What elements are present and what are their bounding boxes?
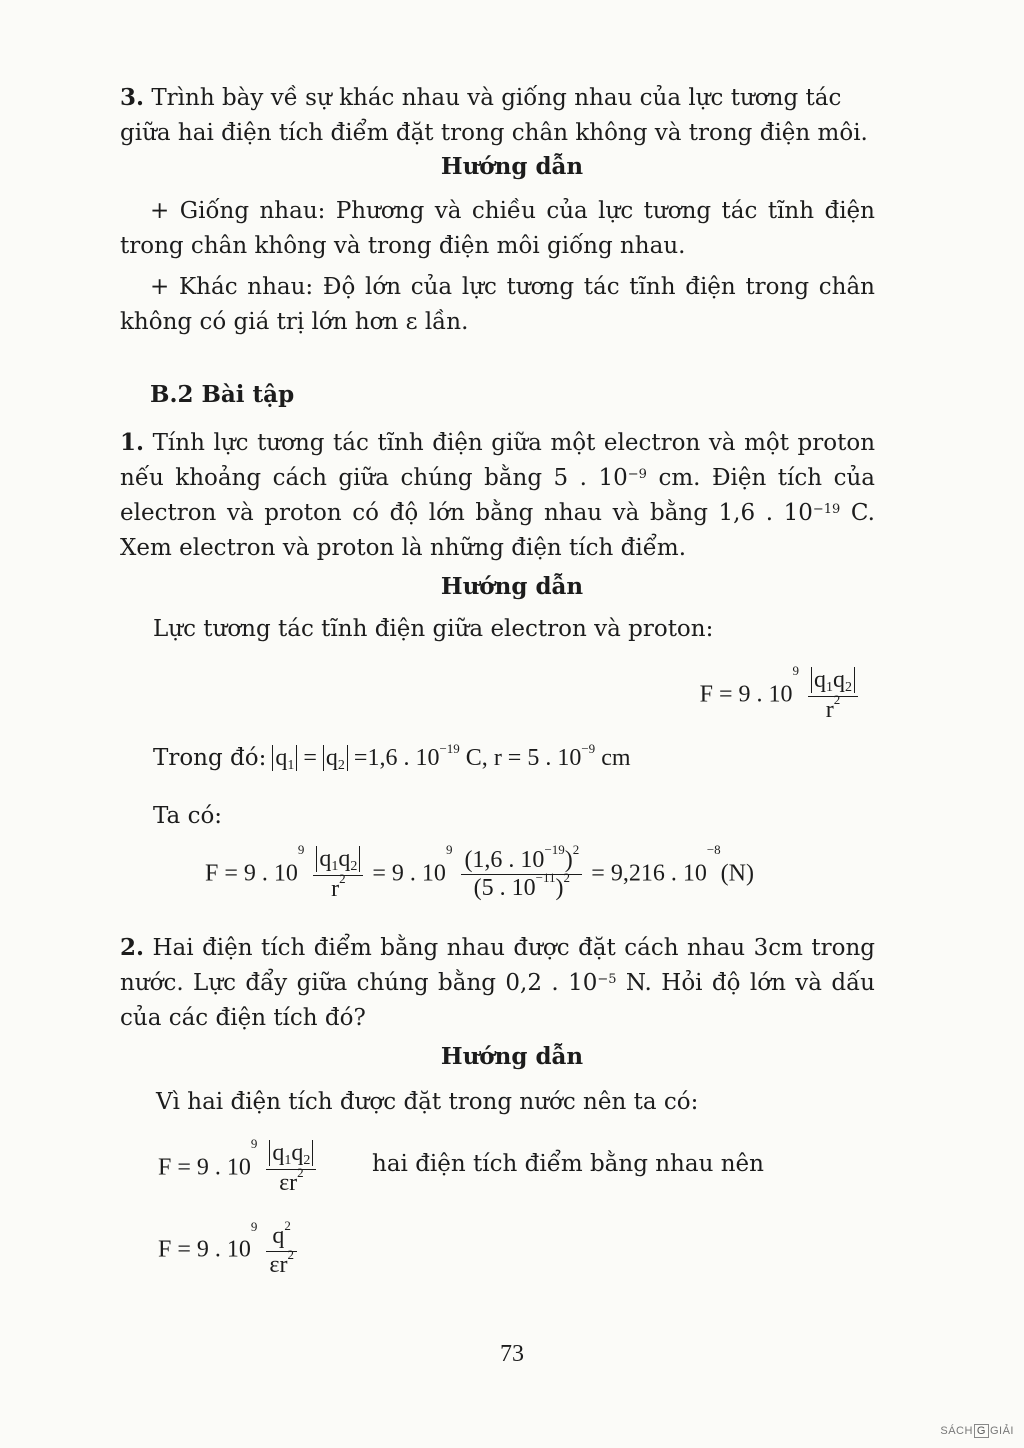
coulomb-formula: F = 9 . $10^9$ $\frac{q_1q_2}{r^2}$ (700, 667, 861, 725)
exercise-1 (120, 425, 875, 566)
page-number: 73 (500, 1341, 524, 1367)
exercise-2 (120, 930, 875, 1036)
exercise-1-label: 1. (120, 429, 145, 456)
coulomb-fraction: $\frac{q_1q_2}{r^2}$ (808, 667, 858, 725)
exercise-1-exp-b: −19 (812, 502, 841, 517)
ex2-side-text: hai điện tích điểm bằng nhau nên (372, 1151, 764, 1177)
exercise-2-exp-a: −5 (597, 972, 617, 987)
ex2-formula-2: F = 9 . $10^9$ $\frac{q^2}{\varepsilon r^2}$ (158, 1223, 300, 1279)
given-values: Trong đó: $q_1 = q_2 =1,6$ . $10^{-19}$ C, r = 5 . $10^{-9}$ cm (153, 741, 631, 773)
coulomb-calculation: F = 9 . $10^9$ $\frac{q_1q_2}{r^2}$ = 9 . $10^9$ $\frac{(1,6 . 10^{-19})^2}{(5 . 10^{-11})^2}$ = 9,216 . $10^{-8}(N)$ (205, 841, 754, 903)
section-title: B.2 Bài tập (150, 381, 295, 408)
guide-heading-ex2: Hướng dẫn (440, 1043, 584, 1070)
ta-co-label: Ta có: (153, 803, 223, 829)
exercise-2-label: 2. (120, 934, 145, 961)
sachgiai-logo: SÁCH G GIẢI (940, 1425, 1014, 1437)
ex1-intro-line: Lực tương tác tĩnh điện giữa electron và proton: (153, 616, 714, 642)
ex2-formula-1: F = 9 . $10^9$ $\frac{q_1q_2}{\varepsilon r^2}$ (158, 1140, 319, 1198)
exercise-2-text-b: N. Hỏi độ lớn và dấu của các điện tích đó? (120, 970, 875, 1031)
q3-similarity: + Giống nhau: Phương và chiều của lực tương tác tĩnh điện trong chân không và trong điện môi giống nhau. (120, 198, 875, 259)
guide-heading-ex1: Hướng dẫn (440, 573, 584, 600)
exercise-1-text-c: C. Xem electron và proton là những điện tích điểm. (120, 500, 875, 561)
exercise-1-text-b: cm. Điện tích của electron và proton có độ lớn bằng nhau và bằng 1,6 . 10 (120, 465, 875, 526)
question-3 (120, 80, 875, 151)
guide-heading-q3: Hướng dẫn (440, 153, 584, 180)
question-3-text-line1: Trình bày về sự khác nhau và giống nhau của lực tương tác (151, 85, 842, 111)
exercise-2-text-a: Hai điện tích điểm bằng nhau được đặt cách nhau 3cm trong nước. Lực đẩy giữa chúng bằng 0,2 . 10 (120, 935, 875, 996)
question-3-label: 3. (120, 84, 145, 111)
exercise-1-exp-a: −9 (627, 467, 647, 482)
question-3-text-line2: giữa hai điện tích điểm đặt trong chân không và trong điện môi. (120, 120, 868, 146)
exercise-1-text-a: Tính lực tương tác tĩnh điện giữa một electron và một proton nếu khoảng cách giữa chúng bằng 5 . 10 (120, 430, 876, 491)
q3-difference: + Khác nhau: Độ lớn của lực tương tác tĩnh điện trong chân không có giá trị lớn hơn ε lần. (120, 274, 875, 335)
ex2-intro-line: Vì hai điện tích được đặt trong nước nên ta có: (156, 1089, 699, 1115)
